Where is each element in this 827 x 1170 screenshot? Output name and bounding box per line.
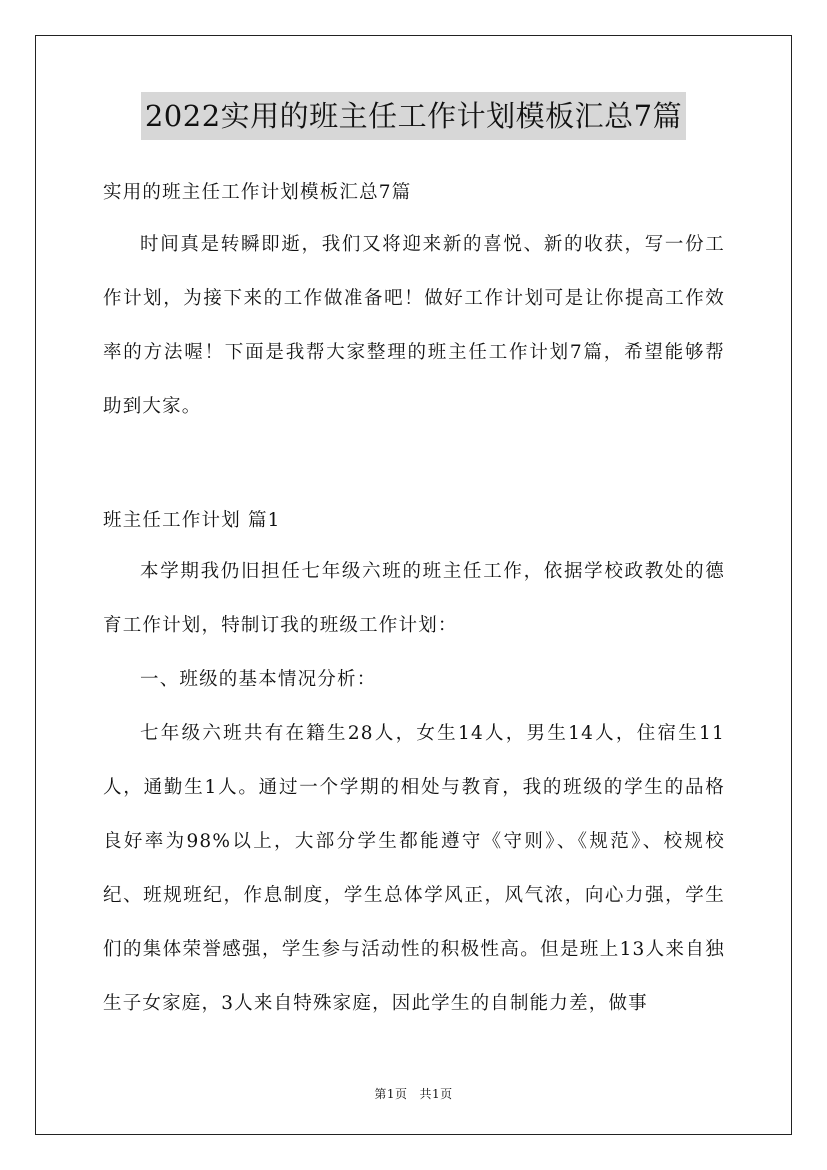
document-title: 2022实用的班主任工作计划模板汇总7篇 (141, 92, 686, 140)
document-subtitle: 实用的班主任工作计划模板汇总7篇 (103, 182, 412, 203)
page-total: 共1页 (419, 1087, 453, 1101)
intro-paragraph: 时间真是转瞬即逝，我们又将迎来新的喜悦、新的收获，写一份工作计划，为接下来的工作做准备吧！做好工作计划可是让你提高工作效率的方法喔！下面是我帮大家整理的班主任工作计划7篇，希望能够帮助到大家。 (103, 234, 725, 417)
body-paragraph: 本学期我仍旧担任七年级六班的班主任工作，依据学校政教处的德育工作计划，特制订我的班级工作计划： (103, 561, 725, 636)
body-paragraph: 七年级六班共有在籍生28人，女生14人，男生14人，住宿生11人，通勤生1人。通过一个学期的相处与教育，我的班级的学生的品格良好率为98%以上，大部分学生都能遵守《守则》、《规范》、校规校纪、班规班纪，作息制度，学生总体学风正，风气浓，向心力强，学生们的集体荣誉感强，学生参与活动性的积极性高。但是班上13人来自独生子女家庭，3人来自特殊家庭，因此学生的自制能力差，做事 (103, 723, 725, 1014)
section-subheading: 一、班级的基本情况分析： (140, 669, 377, 690)
section-heading: 班主任工作计划 篇1 (103, 510, 281, 531)
title-container (0, 92, 827, 140)
page-number: 第1页 (374, 1087, 408, 1101)
page-footer (0, 1085, 827, 1102)
